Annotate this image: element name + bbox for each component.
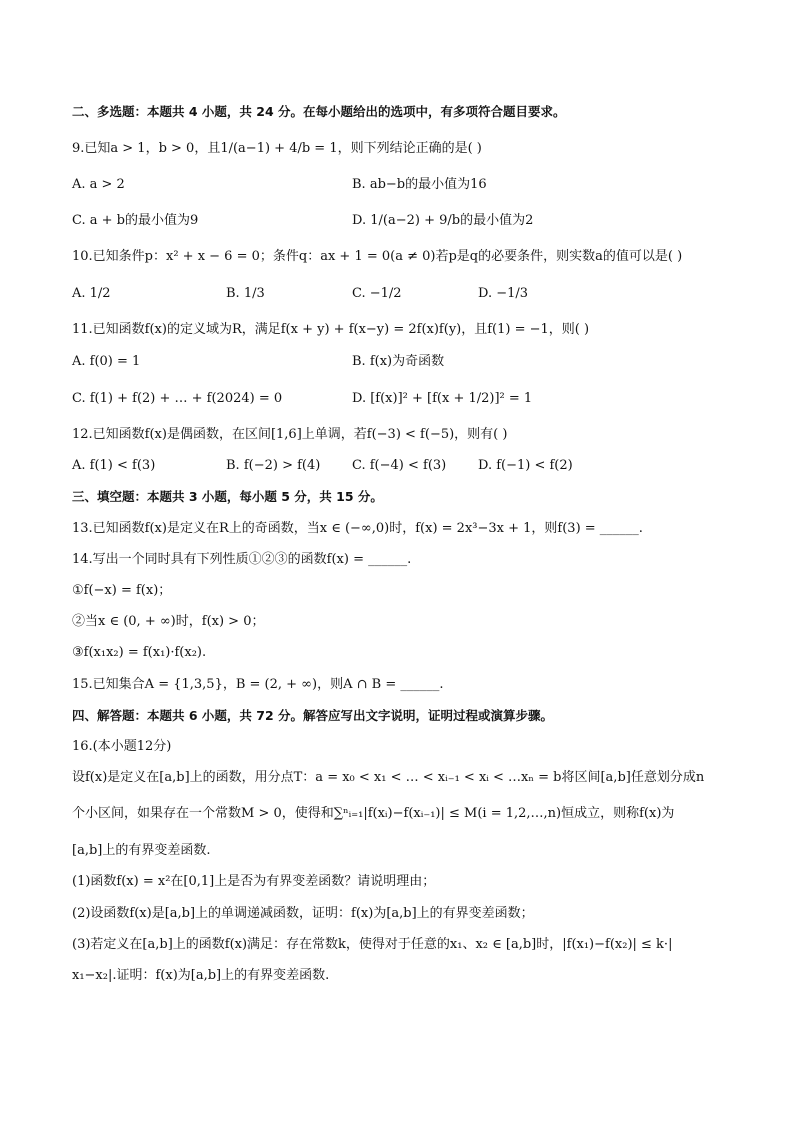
question-16-part-3-line-1: (3)若定义在[a,b]上的函数f(x)满足：存在常数k，使得对于任意的x₁、x₂ ∈ [a,b]时，|f(x₁)−f(x₂)| ≤ k·| <box>72 937 673 952</box>
question-10-option-a: A. 1/2 <box>72 286 111 301</box>
question-10-stem: 10.已知条件p：x² + x − 6 = 0；条件q：ax + 1 = 0(a ≠ 0)若p是q的必要条件，则实数a的值可以是( ) <box>72 249 683 264</box>
question-9-option-b: B. ab−b的最小值为16 <box>352 177 487 192</box>
question-9-option-d: D. 1/(a−2) + 9/b的最小值为2 <box>352 213 534 228</box>
question-16-line-1: 设f(x)是定义在[a,b]上的函数，用分点T：a = x₀ < x₁ < … < xᵢ₋₁ < xᵢ < …xₙ = b将区间[a,b]任意划分成n <box>72 770 705 785</box>
question-12-option-d: D. f(−1) < f(2) <box>478 458 573 473</box>
question-14-stem: 14.写出一个同时具有下列性质①②③的函数f(x) = ______. <box>72 552 412 567</box>
question-11-option-b: B. f(x)为奇函数 <box>352 354 445 369</box>
question-9-stem: 9.已知a > 1，b > 0，且1/(a−1) + 4/b = 1，则下列结论正确的是( ) <box>72 141 482 156</box>
question-15: 15.已知集合A = {1,3,5}，B = (2, + ∞)，则A ∩ B = ______. <box>72 677 444 692</box>
question-10-option-c: C. −1/2 <box>352 286 402 301</box>
question-14-property-3: ③f(x₁x₂) = f(x₁)·f(x₂). <box>72 645 207 660</box>
question-12-stem: 12.已知函数f(x)是偶函数，在区间[1,6]上单调，若f(−3) < f(−5)，则有( ) <box>72 427 508 442</box>
question-16-part-3-line-2: x₁−x₂|.证明：f(x)为[a,b]上的有界变差函数. <box>72 968 330 983</box>
question-16-part-1: (1)函数f(x) = x²在[0,1]上是否为有界变差函数？请说明理由； <box>72 874 436 889</box>
question-16-line-3: [a,b]上的有界变差函数. <box>72 843 211 858</box>
question-11-option-a: A. f(0) = 1 <box>72 354 141 369</box>
question-10-option-d: D. −1/3 <box>478 286 529 301</box>
question-11-stem: 11.已知函数f(x)的定义域为R，满足f(x + y) + f(x−y) = 2f(x)f(y)，且f(1) = −1，则( ) <box>72 322 590 337</box>
question-14-property-2: ②当x ∈ (0, + ∞)时，f(x) > 0； <box>72 614 265 629</box>
question-13: 13.已知函数f(x)是定义在R上的奇函数，当x ∈ (−∞,0)时，f(x) = 2x³−3x + 1，则f(3) = ______. <box>72 521 643 536</box>
question-9-option-c: C. a + b的最小值为9 <box>72 213 199 228</box>
section-answer-heading: 四、解答题：本题共 6 小题，共 72 分。解答应写出文字说明，证明过程或演算步骤。 <box>72 708 554 723</box>
section-multiple-choice-heading: 二、多选题：本题共 4 小题，共 24 分。在每小题给出的选项中，有多项符合题目要求。 <box>72 104 566 119</box>
question-11-option-c: C. f(1) + f(2) + … + f(2024) = 0 <box>72 391 283 406</box>
section-fill-blank-heading: 三、填空题：本题共 3 小题，每小题 5 分，共 15 分。 <box>72 489 383 504</box>
question-16-head: 16.(本小题12分) <box>72 739 172 754</box>
question-10-option-b: B. 1/3 <box>226 286 265 301</box>
question-16-part-2: (2)设函数f(x)是[a,b]上的单调递减函数，证明：f(x)为[a,b]上的有界变差函数； <box>72 906 534 921</box>
question-9-option-a: A. a > 2 <box>72 177 125 192</box>
question-12-option-a: A. f(1) < f(3) <box>72 458 156 473</box>
question-12-option-b: B. f(−2) > f(4) <box>226 458 321 473</box>
question-11-option-d: D. [f(x)]² + [f(x + 1/2)]² = 1 <box>352 391 533 406</box>
question-16-line-2: 个小区间，如果存在一个常数M > 0，使得和∑ⁿᵢ₌₁|f(xᵢ)−f(xᵢ₋₁)| ≤ M(i = 1,2,…,n)恒成立，则称f(x)为 <box>72 806 675 821</box>
question-12-option-c: C. f(−4) < f(3) <box>352 458 447 473</box>
question-14-property-1: ①f(−x) = f(x)； <box>72 583 172 598</box>
